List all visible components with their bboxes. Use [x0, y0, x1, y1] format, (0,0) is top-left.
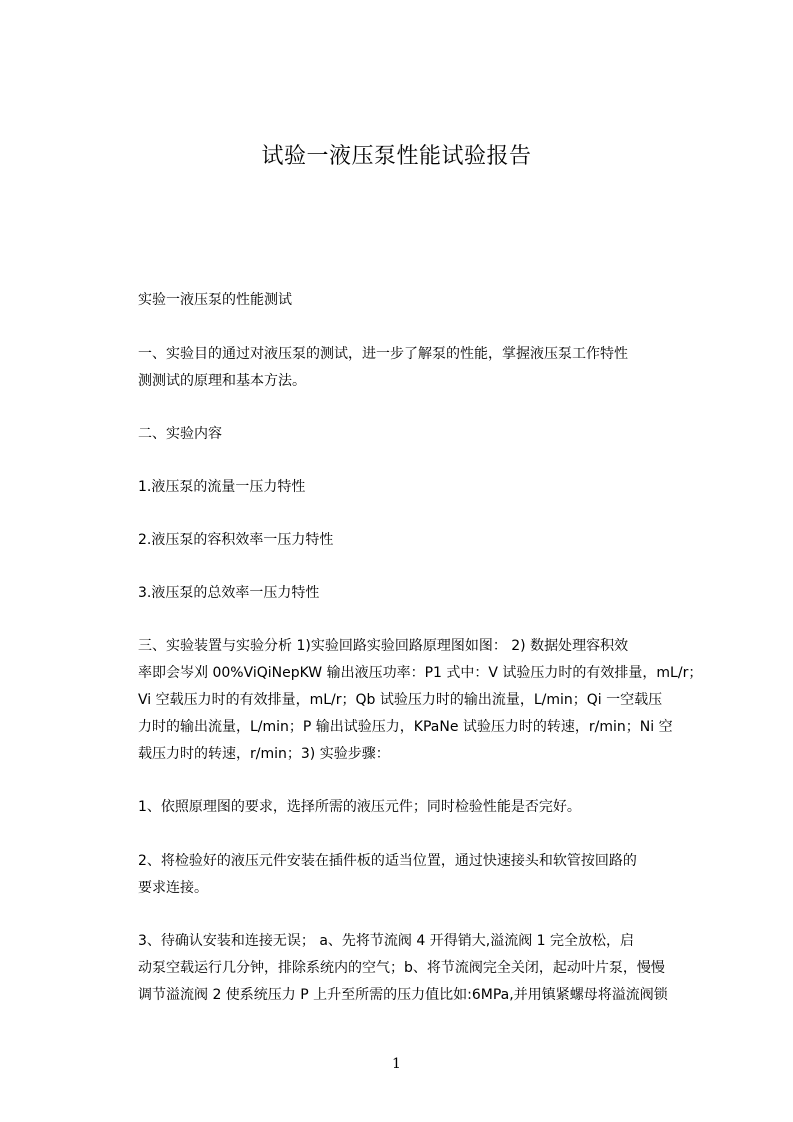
paragraph-step-2 [104, 848, 708, 902]
paragraph-content-heading [104, 421, 708, 448]
text-line: 率即会岑刈 00%ViQiNepKW 输出液压功率：P1 式中：V 试验压力时的有效排量，mL/r； [138, 665, 703, 681]
text-line: 3、待确认安装和连接无误； a、先将节流阀 4 开得销大,溢流阀 1 完全放松，启 [138, 933, 635, 949]
text-line: 1、依照原理图的要求，选择所需的液压元件；同时检验性能是否完好。 [138, 799, 581, 815]
paragraph-item-2 [104, 527, 708, 554]
text-line: 一、实验目的通过对液压泵的测试，进一步了解泵的性能，掌握液压泵工作特性 [138, 346, 628, 362]
text-line: 测测试的原理和基本方法。 [138, 373, 306, 389]
paragraph-step-3 [104, 928, 708, 1009]
paragraph-section-heading [104, 287, 708, 314]
paragraph-apparatus [104, 633, 708, 768]
text-line: 三、实验装置与实验分析 1)实验回路实验回路原理图如图： 2) 数据处理容积效 [138, 638, 629, 654]
text-line: 实验一液压泵的性能测试 [138, 292, 292, 308]
paragraph-purpose [104, 341, 708, 395]
paragraph-step-1 [104, 794, 708, 821]
paragraph-item-3 [104, 580, 708, 607]
paragraph-item-1 [104, 474, 708, 501]
text-line: 载压力时的转速，r/min；3) 实验步骤： [138, 746, 390, 762]
text-line: 力时的输出流量，L/min；P 输出试验压力，KPaNe 试验压力时的转速，r/min；Ni 空 [138, 719, 673, 735]
page-number: 1 [392, 1056, 401, 1072]
text-line: 2、将检验好的液压元件安装在插件板的适当位置，通过快速接头和软管按回路的 [138, 853, 637, 869]
text-line: 1.液压泵的流量一压力特性 [138, 479, 306, 495]
text-line: 要求连接。 [138, 880, 208, 896]
text-line: 2.液压泵的容积效率一压力特性 [138, 532, 334, 548]
text-line: 二、实验内容 [138, 426, 222, 442]
text-line: 动泵空载运行几分钟，排除系统内的空气；b、将节流阀完全关闭，起动叶片泵，慢慢 [138, 960, 665, 976]
text-line: 3.液压泵的总效率一压力特性 [138, 585, 320, 601]
text-line: Vi 空载压力时的有效排量，mL/r；Qb 试验压力时的输出流量，L/min；Qi 一空载压 [138, 692, 663, 708]
document-title: 试验一液压泵性能试验报告 [261, 144, 532, 169]
text-line: 调节溢流阀 2 使系统压力 P 上升至所需的压力值比如:6MPa,并用镇紧螺母将溢流阀锁 [138, 987, 668, 1003]
